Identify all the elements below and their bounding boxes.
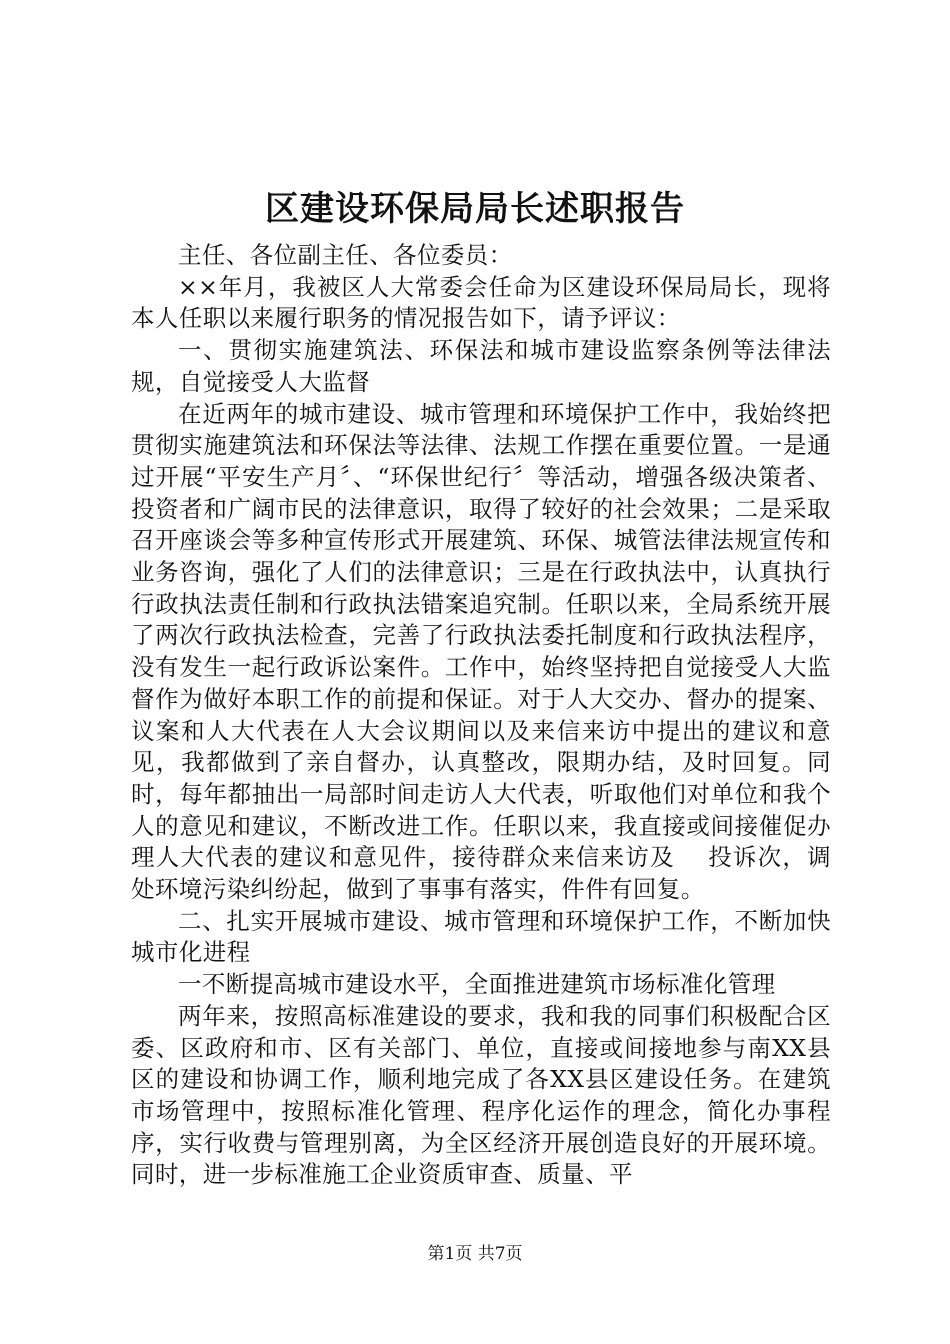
intro-paragraph: ××年月，我被区人大常委会任命为区建设环保局局长，现将本人任职以来履行职务的情况报告如下，请予评议：	[131, 272, 831, 333]
salutation-paragraph: 主任、各位副主任、各位委员：	[178, 241, 513, 269]
body-paragraph: 两年来，按照高标准建设的要求，我和我的同事们积极配合区委、区政府和市、区有关部门、单位，直接或间接地参与南XX县区的建设和协调工作，顺利地完成了各XX县区建设任务。在建筑市场管理中，按照标准化管理、程序化运作的理念，简化办事程序，实行收费与管理别离，为全区经济开展创造良好的开展环境。同时，进一步标准施工企业资质审查、质量、平	[131, 1001, 831, 1189]
page-title: 区建设环保局局长述职报告	[265, 189, 685, 229]
section-heading-1: 一、贯彻实施建筑法、环保法和城市建设监察条例等法律法规，自觉接受人大监督	[131, 336, 831, 396]
section-heading-2: 二、扎实开展城市建设、城市管理和环境保护工作，不断加快城市化进程	[131, 906, 831, 967]
subsection-heading-1: 一不断提高城市建设水平，全面推进建筑市场标准化管理	[178, 970, 776, 999]
page-number: 第1页 共7页	[427, 1244, 523, 1264]
document-body	[131, 240, 831, 1191]
body-paragraph: 在近两年的城市建设、城市管理和环境保护工作中，我始终把贯彻实施建筑法和环保法等法律、法规工作摆在重要位置。一是通过开展“平安生产月〞、“环保世纪行〞等活动，增强各级决策者、投资者和广阔市民的法律意识，取得了较好的社会效果；二是采取召开座谈会等多种宣传形式开展建筑、环保、城管法律法规宣传和业务咨询，强化了人们的法律意识；三是在行政执法中，认真执行行政执法责任制和行政执法错案追究制。任职以来，全局系统开展了两次行政执法检查，完善了行政执法委托制度和行政执法程序，没有发生一起行政诉讼案件。工作中，始终坚持把自觉接受人大监督作为做好本职工作的前提和保证。对于人大交办、督办的提案、议案和人大代表在人大会议期间以及来信来访中提出的建议和意见，我都做到了亲自督办，认真整改，限期办结，及时回复。同时，每年都抽出一局部时间走访人大代表，听取他们对单位和我个人的意见和建议，不断改进工作。任职以来，我直接或间接催促办理人大代表的建议和意见件，接待群众来信来访及 投诉次，调处环境污染纠纷起，做到了事事有落实，件件有回复。	[131, 399, 831, 904]
